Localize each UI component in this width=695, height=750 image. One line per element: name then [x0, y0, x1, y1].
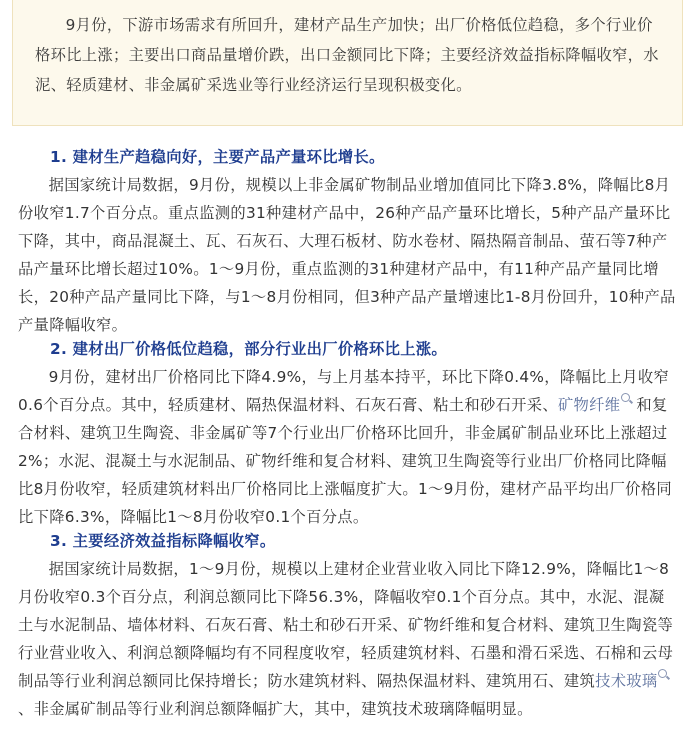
- section-2-heading: 2. 建材出厂价格低位趋稳，部分行业出厂价格环比上涨。: [50, 340, 448, 358]
- search-icon[interactable]: [621, 393, 630, 402]
- section-1-body: 据国家统计局数据，9月份，规模以上非金属矿物制品业增加值同比下降3.8%，降幅比8月份收窄1.7个百分点。重点监测的31种建材产品中，26种产品产量环比增长，5种产品产量环比下降，其中，商品混凝土、瓦、石灰石、大理石板材、防水卷材、隔热隔音制品、萤石等7种产品产量环比增长超过10%。1～9月份，重点监测的31种建材产品中，有11种产品产量同比增长，20种产品产量同比下降，与1～8月份相同，但3种产品产量增速比1-8月份回升，10种产品产量降幅收窄。: [18, 176, 676, 334]
- section-3-heading: 3. 主要经济效益指标降幅收窄。: [50, 532, 276, 550]
- section-1-heading: 1. 建材生产趋稳向好，主要产品产量环比增长。: [50, 148, 385, 166]
- search-icon[interactable]: [658, 669, 667, 678]
- mineral-fiber-link[interactable]: 矿物纤维: [557, 396, 621, 414]
- summary-text: 9月份，下游市场需求有所回升，建材产品生产加快；出厂价格低位趋稳，多个行业价格环比上涨；主要出口商品量增价跌，出口金额同比下降；主要经济效益指标降幅收窄，水泥、轻质建材、非金属矿采选业等行业经济运行呈现积极变化。: [35, 16, 659, 94]
- section-3-body-part2: 、非金属矿制品等行业利润总额降幅扩大，其中，建筑技术玻璃降幅明显。: [18, 700, 533, 718]
- section-2-body: [18, 363, 680, 531]
- summary-box: [12, 0, 683, 126]
- section-2-body-part2: 和复合材料、建筑卫生陶瓷、非金属矿等7个行业出厂价格环比回升，非金属矿制品业环比上涨超过2%；水泥、混凝土与水泥制品、矿物纤维和复合材料、建筑卫生陶瓷等行业出厂价格同比降幅比8月份收窄，轻质建筑材料出厂价格同比上涨幅度扩大。1～9月份，建材产品平均出厂价格同比下降6.3%，降幅比1～8月份收窄0.1个百分点。: [18, 396, 672, 526]
- technical-glass-link[interactable]: 技术玻璃: [595, 672, 658, 690]
- section-3-body-part1: 据国家统计局数据，1～9月份，规模以上建材企业营业收入同比下降12.9%，降幅比1～8月份收窄0.3个百分点，利润总额同比下降56.3%，降幅收窄0.1个百分点。其中，水泥、混凝土与水泥制品、墙体材料、石灰石膏、粘土和砂石开采、矿物纤维和复合材料、建筑卫生陶瓷等行业营业收入、利润总额降幅均有不同程度收窄，轻质建筑材料、石墨和滑石采选、石棉和云母制品等行业利润总额同比保持增长；防水建筑材料、隔热保温材料、建筑用石、建筑: [18, 560, 674, 690]
- section-2-body-part1: 9月份，建材出厂价格同比下降4.9%，与上月基本持平，环比下降0.4%，降幅比上月收窄0.6个百分点。其中，轻质建材、隔热保温材料、石灰石膏、粘土和砂石开采、: [18, 368, 670, 414]
- section-3-body: [18, 555, 680, 723]
